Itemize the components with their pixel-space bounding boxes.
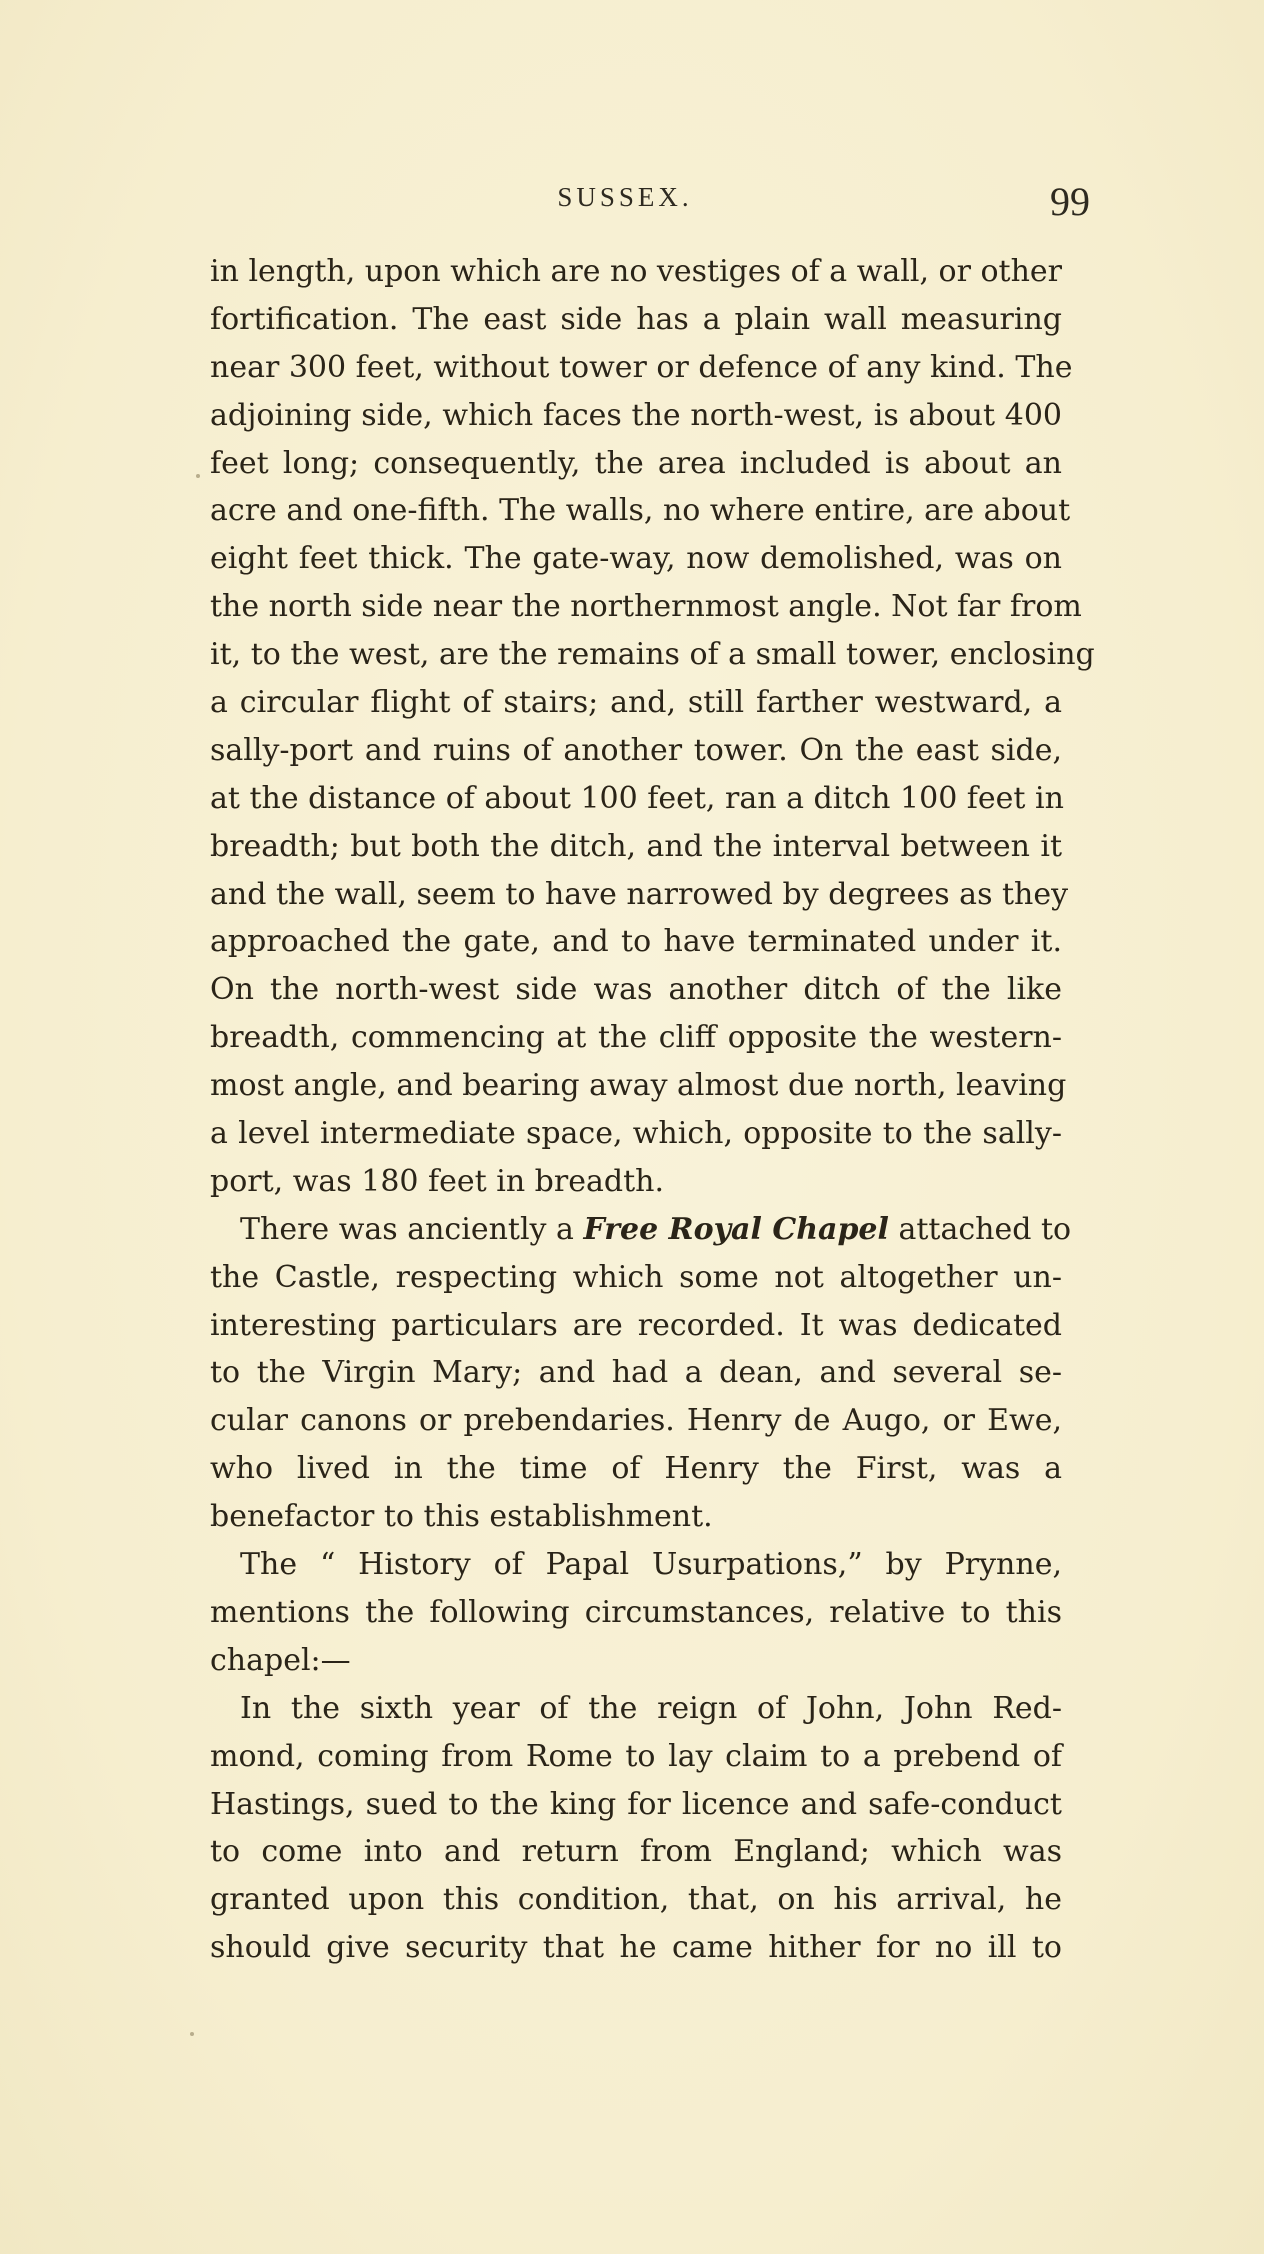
text-line: in length, upon which are no vestiges of a wall, or other [210,254,1062,289]
running-head [160,178,1090,228]
text-line: Hastings, sued to the king for licence and safe-conduct [210,1786,1062,1822]
text-line: benefactor to this establishment. [210,1499,713,1535]
text-line: the north side near the northernmost angle. Not far from [210,589,1082,625]
text-line: In the sixth year of the reign of John, John Red- [240,1690,1062,1726]
text-line: at the distance of about 100 feet, ran a ditch 100 feet in [210,780,1064,816]
text-line: breadth; but both the ditch, and the interval between it [210,828,1062,864]
text-line: to the Virgin Mary; and had a dean, and several se- [210,1355,1062,1391]
text-line: and the wall, seem to have narrowed by degrees as they [210,876,1069,912]
paper-speck [190,2032,194,2036]
text-line: a level intermediate space, which, opposite to the sally- [210,1116,1062,1152]
text-line: interesting particulars are recorded. It was dedicated [210,1307,1062,1343]
text-line: fortification. The east side has a plain wall measuring [210,301,1062,337]
line-lead: There was anciently a [240,1211,574,1247]
text-line: mond, coming from Rome to lay claim to a prebend of [210,1738,1062,1774]
text-line: acre and one-fifth. The walls, no where entire, are about [210,493,1071,529]
text-line: who lived in the time of Henry the First, was a [210,1451,1062,1487]
text-line: it, to the west, are the remains of a small tower, enclosing [210,637,1095,673]
text-line: to come into and return from England; which was [210,1834,1062,1870]
line-tail: attached to [898,1211,1072,1247]
text-line: breadth, commencing at the cliff opposite the western- [210,1020,1062,1056]
text-line: feet long; consequently, the area included is about an [210,445,1062,481]
text-line: eight feet thick. The gate-way, now demolished, was on [210,541,1062,577]
text-line: adjoining side, which faces the north-west, is about 400 [210,397,1062,433]
text-line: cular canons or prebendaries. Henry de Augo, or Ewe, [210,1403,1062,1439]
text-line: port, was 180 feet in breadth. [210,1163,664,1199]
page-number: 99 [1050,179,1090,224]
paper-speck [196,474,200,478]
italic-phrase: Free Royal Chapel [583,1211,889,1247]
text-line: The “ History of Papal Usurpations,” by Prynne, [240,1547,1062,1583]
text-line: a circular flight of stairs; and, still farther westward, a [210,685,1062,721]
text-line: sally-port and ruins of another tower. On the east side, [210,732,1062,768]
text-line: granted upon this condition, that, on his arrival, he [210,1882,1062,1918]
text-line: near 300 feet, without tower or defence of any kind. The [210,349,1073,385]
text-line: the Castle, respecting which some not altogether un- [210,1259,1062,1295]
running-title: SUSSEX. [557,182,693,212]
text-line: mentions the following circumstances, relative to this [210,1594,1062,1630]
text-line: chapel:— [210,1642,351,1678]
text-line: approached the gate, and to have terminated under it. [210,924,1062,960]
text-line-chapel [210,1206,1072,1254]
text-line: should give security that he came hither for no ill to [210,1930,1062,1966]
body-text [210,248,1095,1972]
text-line: most angle, and bearing away almost due north, leaving [210,1068,1067,1104]
text-line: On the north-west side was another ditch of the like [210,972,1062,1008]
